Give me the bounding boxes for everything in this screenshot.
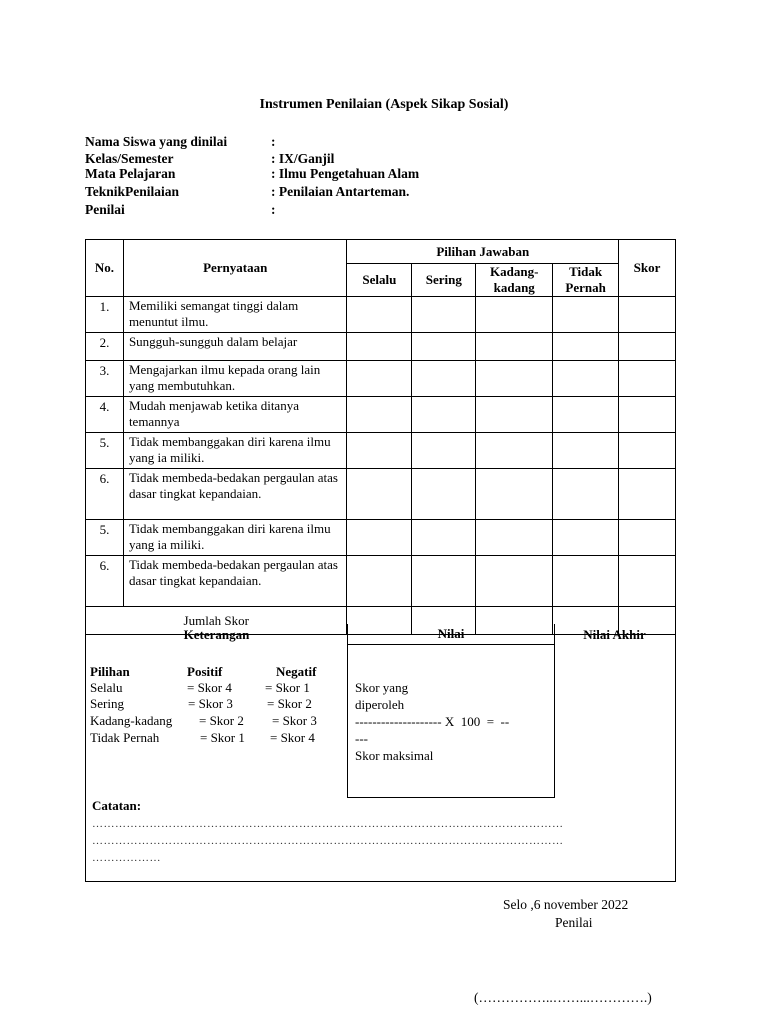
table-row [86, 469, 676, 520]
keterangan-negative: = Skor 4 [270, 730, 315, 745]
signature-name-line[interactable]: (……………..……...………….) [474, 990, 652, 1005]
table-row [86, 433, 676, 469]
info-value-student: : [271, 134, 276, 149]
info-value-assessor: : [271, 202, 276, 217]
answer-cell[interactable] [476, 297, 553, 333]
answer-cell[interactable] [347, 520, 412, 556]
answer-cell[interactable] [347, 556, 412, 607]
header-statement: Pernyataan [123, 240, 347, 297]
table-row [86, 297, 676, 333]
header-option-tidak: Tidak Pernah [553, 264, 619, 297]
row-statement: Mudah menjawab ketika ditanya temannya [123, 397, 347, 433]
answer-cell[interactable] [476, 520, 553, 556]
header-option-kadang: Kadang- kadang [476, 264, 553, 297]
keterangan-header-choice: Pilihan [90, 664, 130, 679]
answer-cell[interactable] [412, 469, 476, 520]
score-cell[interactable] [619, 361, 676, 397]
row-statement: Tidak membeda-bedakan pergaulan atas dasar tingkat kepandaian. [123, 469, 347, 520]
row-number: 3. [86, 361, 124, 397]
header-option-sering: Sering [412, 264, 476, 297]
table-row [86, 333, 676, 361]
answer-cell[interactable] [412, 297, 476, 333]
catatan-line[interactable]: …………………………………………………………………………………………………………… [92, 818, 564, 830]
formula-line: -------------------- X 100 = -- [355, 714, 510, 729]
nilai-akhir-title: Nilai Akhir [583, 627, 646, 642]
info-value-subject: : Ilmu Pengetahuan Alam [271, 166, 420, 181]
formula-line: --- [355, 731, 368, 746]
assessment-table [85, 239, 676, 635]
answer-cell[interactable] [476, 556, 553, 607]
answer-cell[interactable] [412, 556, 476, 607]
answer-cell[interactable] [553, 433, 619, 469]
score-cell[interactable] [619, 469, 676, 520]
table-row [86, 397, 676, 433]
score-cell[interactable] [619, 397, 676, 433]
keterangan-positive: = Skor 1 [200, 730, 245, 745]
answer-cell[interactable] [412, 361, 476, 397]
header-choices: Pilihan Jawaban [347, 240, 619, 264]
keterangan-positive: = Skor 2 [199, 713, 244, 728]
keterangan-title: Keterangan [183, 627, 250, 642]
table-row [86, 361, 676, 397]
keterangan-choice: Kadang-kadang [90, 713, 173, 728]
answer-cell[interactable] [347, 433, 412, 469]
row-number: 2. [86, 333, 124, 361]
nilai-formula [355, 679, 545, 764]
row-statement: Tidak membanggakan diri karena ilmu yang ia miliki. [123, 433, 347, 469]
header-score: Skor [619, 240, 676, 297]
header-no: No. [86, 240, 124, 297]
document-title: Instrumen Penilaian (Aspek Sikap Sosial) [259, 97, 509, 112]
keterangan-positive: = Skor 3 [188, 696, 233, 711]
score-cell[interactable] [619, 556, 676, 607]
keterangan-negative: = Skor 1 [265, 680, 310, 695]
score-cell[interactable] [619, 433, 676, 469]
row-statement: Mengajarkan ilmu kepada orang lain yang membutuhkan. [123, 361, 347, 397]
answer-cell[interactable] [553, 361, 619, 397]
table-row [86, 520, 676, 556]
answer-cell[interactable] [553, 556, 619, 607]
header-option-selalu: Selalu [347, 264, 412, 297]
keterangan-choice: Selalu [90, 680, 123, 695]
row-number: 5. [86, 520, 124, 556]
keterangan-header-positive: Positif [187, 664, 223, 679]
answer-cell[interactable] [347, 333, 412, 361]
info-label-assessor: Penilai [85, 202, 125, 217]
nilai-box [347, 624, 555, 798]
keterangan-negative: = Skor 2 [267, 696, 312, 711]
answer-cell[interactable] [553, 297, 619, 333]
answer-cell[interactable] [347, 397, 412, 433]
keterangan-choice: Sering [90, 696, 124, 711]
row-number: 6. [86, 469, 124, 520]
formula-line: diperoleh [355, 697, 405, 712]
answer-cell[interactable] [347, 297, 412, 333]
nilai-title: Nilai [348, 624, 554, 645]
keterangan-negative: = Skor 3 [272, 713, 317, 728]
catatan-line[interactable]: ……………… [92, 852, 161, 864]
answer-cell[interactable] [553, 397, 619, 433]
keterangan-choice: Tidak Pernah [90, 730, 160, 745]
answer-cell[interactable] [412, 397, 476, 433]
info-label-class: Kelas/Semester [85, 151, 174, 166]
keterangan-positive: = Skor 4 [187, 680, 232, 695]
signature-place-date: Selo ,6 november 2022 [503, 897, 629, 912]
formula-line: Skor yang [355, 680, 409, 695]
row-statement: Tidak membanggakan diri karena ilmu yang ia miliki. [123, 520, 347, 556]
answer-cell[interactable] [553, 469, 619, 520]
summary-section [85, 624, 676, 882]
answer-cell[interactable] [412, 433, 476, 469]
row-statement: Tidak membeda-bedakan pergaulan atas dasar tingkat kepandaian. [123, 556, 347, 607]
answer-cell[interactable] [476, 333, 553, 361]
row-statement: Sungguh-sungguh dalam belajar [123, 333, 347, 361]
catatan-line[interactable]: …………………………………………………………………………………………………………… [92, 835, 564, 847]
answer-cell[interactable] [553, 520, 619, 556]
answer-cell[interactable] [476, 361, 553, 397]
row-number: 1. [86, 297, 124, 333]
answer-cell[interactable] [412, 333, 476, 361]
keterangan-header-negative: Negatif [276, 664, 317, 679]
answer-cell[interactable] [476, 469, 553, 520]
signature-role: Penilai [555, 915, 593, 930]
answer-cell[interactable] [412, 520, 476, 556]
info-value-technique: : Penilaian Antarteman. [271, 184, 410, 199]
info-value-class: : IX/Ganjil [271, 151, 335, 166]
row-statement: Memiliki semangat tinggi dalam menuntut ilmu. [123, 297, 347, 333]
answer-cell[interactable] [476, 433, 553, 469]
table-row [86, 556, 676, 607]
formula-line: Skor maksimal [355, 748, 434, 763]
catatan-label: Catatan: [92, 798, 142, 813]
info-label-subject: Mata Pelajaran [85, 166, 176, 181]
row-number: 5. [86, 433, 124, 469]
info-label-student: Nama Siswa yang dinilai [85, 134, 228, 149]
total-score-label: Jumlah Skor [86, 607, 347, 635]
answer-cell[interactable] [476, 397, 553, 433]
score-cell[interactable] [619, 520, 676, 556]
answer-cell[interactable] [347, 469, 412, 520]
score-cell[interactable] [619, 297, 676, 333]
row-number: 6. [86, 556, 124, 607]
info-label-technique: TeknikPenilaian [85, 184, 180, 199]
score-cell[interactable] [619, 333, 676, 361]
answer-cell[interactable] [347, 361, 412, 397]
answer-cell[interactable] [553, 333, 619, 361]
row-number: 4. [86, 397, 124, 433]
